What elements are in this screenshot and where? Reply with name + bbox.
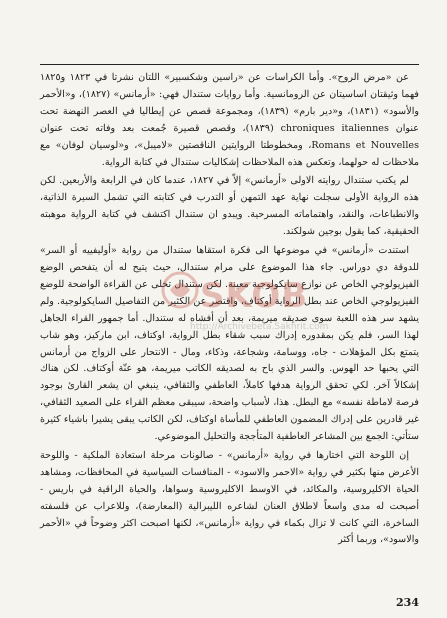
page-body <box>40 70 419 549</box>
paragraph-3: استندت «أرمانس» في موضوعها الى فكرة استقاها ستندال من رواية «أوليفييه أو السر» للدوقة دي دوراس. جاء هذا الموضوع على مرام ستندال، حيث يتيح له أن يتفحص الوضع الفيزيولوجي الخاص عن نوازع سايكولوجية معينة. لكن ستندال تخلى عن القراءة الواضحة للوضع الفيزيولوجي الخاص عند بطل الرواية أوكتاف، واقتصر عن الكثير من التفاصيل السايكولوجية. ولم يشهد سر هذه اللعبة سوى صديقه ميريمة، بعد أن أفشاه له ستندال. أما جمهور القراء الجاهل لهذا السر، فلم يكن بمقدوره إدراك سبب شقاء بطل الرواية، اوكتاف، ابن ماركيز، وهو شاب يتمتع بكل المؤهلات - جاه، ووسامة، وشجاعة، وذكاء، ومال - الانتحار على الزواج من أرمانس التي يحبها حد الهوس. والسر الذي باح به لصديقه الكاتب ميريمة، هو عنّة أوكتاف. لكن هناك إشكالاً آخر. لكي تحقق الرواية هدفها كاملاً، العاطفي والثقافي، ينبغي ان يشعر القارئ بوجود فرصة لاماطة نفسه» مع البطل. هذا، لأسباب واضحة، سيبقى معظم القراء على الصعيد الثقافي، غير قادرين على إدراك المضمون العاطفي للمأساة اوكتاف، لكن الكاتب يبقى يشيرا باشياء كثيرة ستأتي: الجمع بين المشاعر العاطفية المتأججة والتحليل الموضوعي. <box>40 245 419 443</box>
top-rule <box>40 64 419 65</box>
paragraph-2: لم يكتب ستندال روايته الاولى «أرمانس» إلاّ في ١٨٢٧، عندما كان في الرابعة والأربعين. لكن هذه الرواية الأولى سجلت نهاية عهد التمهن أو التدرب في كتابته التي تشمل السيرة الذاتية، والانطباعات، والنقد، واهتماماته المسرحية. ويبدو ان ستندال اكتشف في كتابة الرواية موهبته الحقيقية، كما يقول بوجين شولكند. <box>40 175 419 238</box>
watermark-url: http://Archivebeta.Sakhrit.com <box>190 322 329 332</box>
page-number: 234 <box>396 596 419 609</box>
paragraph-4: إن اللوحة التي اختارها في رواية «أرمانس» - صالونات مرحلة استعادة الملكية - واللوحة الأعرض منها بكثير في رواية «الاحمر والاسود» - المنافسات السياسية في المحافظات، ومشاهد الحياة الاكليروسية، والمكائد، في الاوسط الاكليروسية وسواها، والحياة الراقية في باريس - أصبحت له مدى واسعاً لاطلاق العنان لشاعره الليبرالية (المعارضة)، وللاعراب عن فلسفته الساخرة، التي كانت لا تزال بكماء في رواية «أرمانس»، لكنها اصبحت اكثر وضوحاً في «الأحمر والاسود»، وربما أكثر <box>40 449 419 546</box>
paragraph-1: عن «مرض الروح». وأما الكراسات عن «راسين وشكسبير» اللتان نشرتا في ١٨٢٣ و١٨٢٥ فهما وثيقتان اساسيتان عن الرومانسية. وأما روايات ستندال فهي: «أرمانس» (١٨٢٧)، و«الأحمر والأسود» (١٨٣١)، و«دير بارم» (١٨٣٩)، ومجموعة قصص عن إيطاليا في العصر النهضة تحت عنوان chroniques italiennes (١٨٣٩)، وقصص قصيرة جُمعت بعد وفاته تحت عنوان Romans et Nouvelles، ومخطوطتا الروايتين الناقصتين «لاميبل»، و«لوسيان لوفان» مع ملاحظات له حولهما، وتعكس هذه الملاحظات إشكاليات ستندال في كتابة الرواية. <box>40 72 419 168</box>
watermark-brand: SKOB <box>200 276 309 316</box>
